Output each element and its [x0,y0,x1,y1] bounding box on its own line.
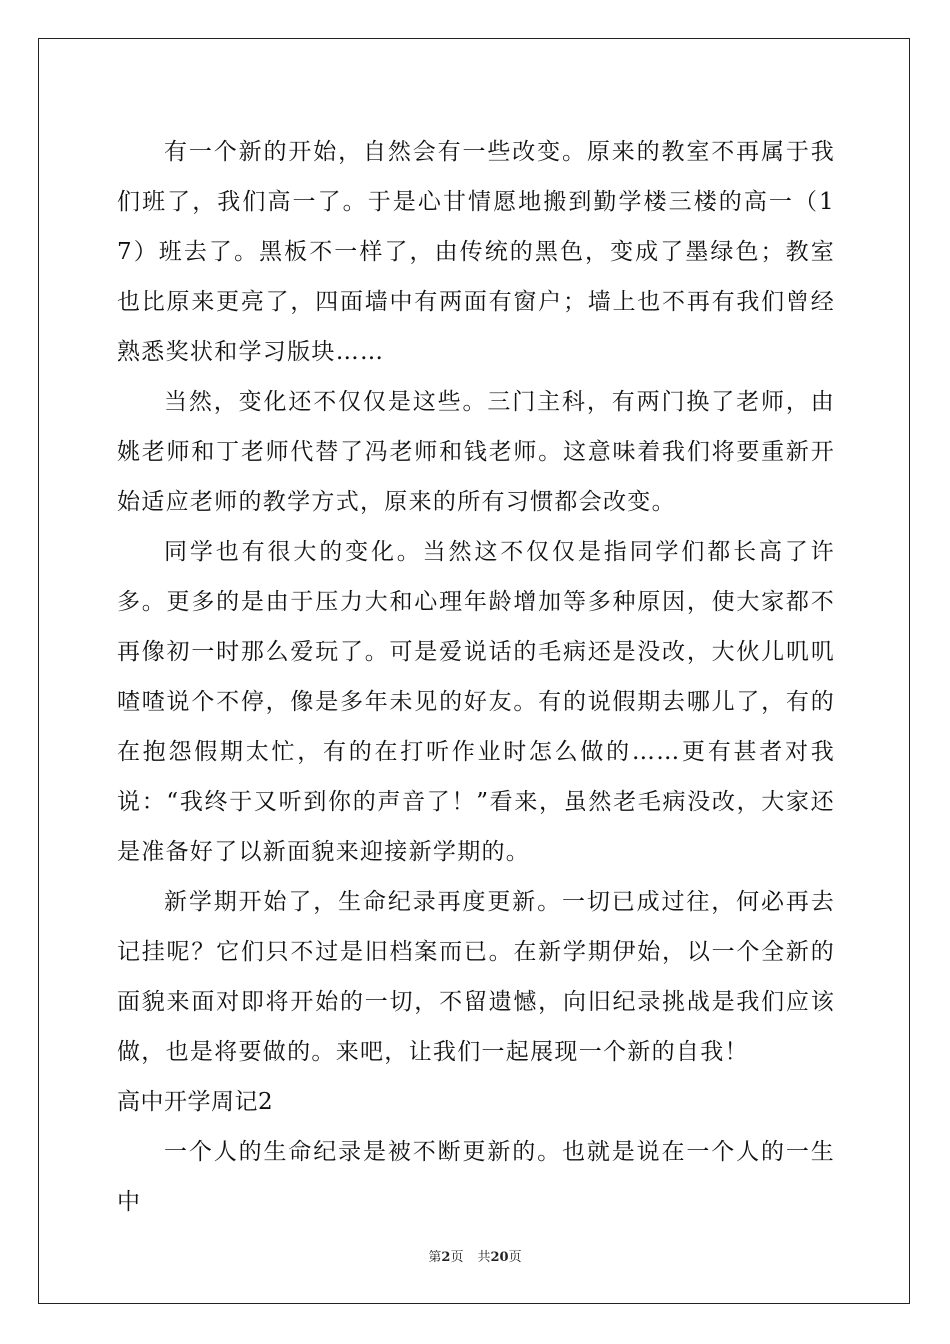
section-title: 高中开学周记2 [117,1089,274,1115]
paragraph-4: 新学期开始了，生命纪录再度更新。一切已成过往，何必再去记挂呢？它们只不过是旧档案而已。在新学期伊始，以一个全新的面貌来面对即将开始的一切，不留遗憾，向旧纪录挑战是我们应该做，也是将要做的。来吧，让我们一起展现一个新的自我！ [117,889,835,1065]
total-pages: 20 [490,1250,509,1265]
document-body [117,127,835,1227]
page-suffix: 页 [450,1250,464,1265]
paragraph-5: 一个人的生命纪录是被不断更新的。也就是说在一个人的一生中 [117,1139,835,1215]
page-prefix: 第 [428,1250,442,1265]
total-prefix: 共 [477,1250,491,1265]
total-suffix: 页 [508,1250,522,1265]
page-number: 2 [441,1250,451,1265]
paragraph-1: 有一个新的开始，自然会有一些改变。原来的教室不再属于我们班了，我们高一了。于是心甘情愿地搬到勤学楼三楼的高一（17）班去了。黑板不一样了，由传统的黑色，变成了墨绿色；教室也比原来更亮了，四面墙中有两面有窗户；墙上也不再有我们曾经熟悉奖状和学习版块…… [117,139,835,365]
paragraph-3: 同学也有很大的变化。当然这不仅仅是指同学们都长高了许多。更多的是由于压力大和心理年龄增加等多种原因，使大家都不再像初一时那么爱玩了。可是爱说话的毛病还是没改，大伙儿叽叽喳喳说个不停，像是多年未见的好友。有的说假期去哪儿了，有的在抱怨假期太忙，有的在打听作业时怎么做的……更有甚者对我说：“我终于又听到你的声音了！”看来，虽然老毛病没改，大家还是准备好了以新面貌来迎接新学期的。 [117,539,835,865]
page-footer [0,1246,950,1265]
paragraph-2: 当然，变化还不仅仅是这些。三门主科，有两门换了老师，由姚老师和丁老师代替了冯老师和钱老师。这意味着我们将要重新开始适应老师的教学方式，原来的所有习惯都会改变。 [117,389,835,515]
